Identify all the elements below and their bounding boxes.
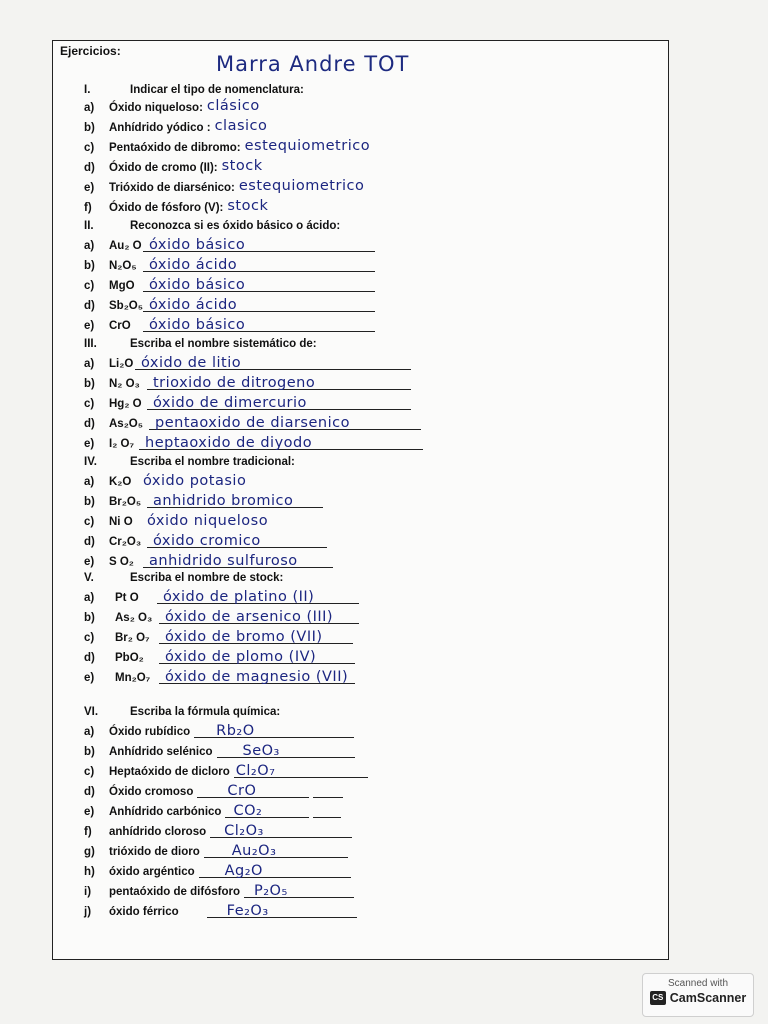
section-number: V. <box>84 572 94 584</box>
list-item <box>84 528 327 548</box>
item-letter: b) <box>84 746 95 758</box>
handwritten-answer: óxido ácido <box>149 257 238 273</box>
handwritten-answer: óxido cromico <box>153 533 261 549</box>
item-prompt: Hg₂ O <box>109 398 142 410</box>
list-item <box>84 312 375 332</box>
list-item <box>84 232 375 252</box>
answer-line <box>225 801 309 818</box>
item-prompt: Br₂O₅ <box>109 496 142 508</box>
list-item <box>84 758 368 778</box>
list-item <box>84 604 359 624</box>
section-header <box>84 330 317 350</box>
item-prompt: Trióxido de diarsénico: <box>109 182 235 194</box>
item-prompt: N₂O₅ <box>109 260 137 272</box>
handwritten-answer: óxido de dimercurio <box>153 395 307 411</box>
handwritten-answer: óxido de platino (II) <box>163 589 315 605</box>
handwritten-answer: óxido ácido <box>149 297 238 313</box>
section-title: Escriba el nombre tradicional: <box>130 456 295 468</box>
handwritten-answer: óxido de magnesio (VII) <box>165 669 349 685</box>
list-item <box>84 410 421 430</box>
answer-line <box>143 295 375 312</box>
item-letter: h) <box>84 866 95 878</box>
item-letter: d) <box>84 162 95 174</box>
item-letter: d) <box>84 300 95 312</box>
answer-line <box>207 901 357 918</box>
answer-line <box>143 275 375 292</box>
item-prompt: Óxido de fósforo (V): <box>109 202 224 214</box>
handwritten-answer: SeO₃ <box>242 743 280 759</box>
handwritten-answer: stock <box>227 198 269 214</box>
item-letter: j) <box>84 906 92 918</box>
list-item <box>84 584 359 604</box>
answer-line <box>204 841 348 858</box>
item-prompt: S O₂ <box>109 556 134 568</box>
answer-line <box>149 413 421 430</box>
item-letter: f) <box>84 826 92 838</box>
handwritten-answer: óxido niqueloso <box>147 513 269 529</box>
answer-line <box>210 821 352 838</box>
item-letter: b) <box>84 260 95 272</box>
handwritten-answer: clasico <box>214 118 268 134</box>
handwritten-answer: CrO <box>227 783 257 799</box>
section-title: Indicar el tipo de nomenclatura: <box>130 84 304 96</box>
item-prompt: As₂O₅ <box>109 418 144 430</box>
section-header <box>84 212 340 232</box>
item-prompt: pentaóxido de difósforo <box>109 886 240 898</box>
item-prompt: CrO <box>109 320 131 332</box>
item-prompt: Óxido rubídico <box>109 726 191 738</box>
item-prompt: As₂ O₃ <box>115 612 153 624</box>
handwritten-answer: óxido de bromo (VII) <box>165 629 323 645</box>
item-letter: e) <box>84 672 95 684</box>
list-item <box>84 272 375 292</box>
answer-line-extension <box>313 803 341 818</box>
item-letter: a) <box>84 240 95 252</box>
item-prompt: I₂ O₇ <box>109 438 135 450</box>
section-number: IV. <box>84 456 98 468</box>
handwritten-answer: óxido potasio <box>143 473 247 489</box>
list-item <box>84 738 355 758</box>
handwritten-answer: P₂O₅ <box>253 883 288 899</box>
section-header <box>84 698 280 718</box>
answer-line-extension <box>313 783 343 798</box>
answer-line <box>244 881 354 898</box>
item-letter: c) <box>84 280 95 292</box>
item-letter: a) <box>84 358 95 370</box>
section-number: I. <box>84 84 91 96</box>
item-letter: a) <box>84 726 95 738</box>
answer-line <box>135 353 411 370</box>
item-prompt: óxido férrico <box>109 906 179 918</box>
badge-brand: CamScanner <box>669 991 747 1005</box>
answer-line <box>147 373 411 390</box>
list-item <box>84 664 355 684</box>
camscanner-logo-icon: CS <box>650 991 666 1005</box>
item-prompt: PbO₂ <box>115 652 144 664</box>
section-header <box>84 448 295 468</box>
section-title: Escriba el nombre de stock: <box>130 572 284 584</box>
item-letter: d) <box>84 652 95 664</box>
item-prompt: Li₂O <box>109 358 134 370</box>
item-prompt: óxido argéntico <box>109 866 195 878</box>
item-letter: e) <box>84 438 95 450</box>
item-letter: g) <box>84 846 95 858</box>
item-letter: a) <box>84 592 95 604</box>
item-prompt: trióxido de dioro <box>109 846 200 858</box>
answer-line <box>143 255 375 272</box>
item-letter: e) <box>84 806 95 818</box>
handwritten-answer: óxido básico <box>149 237 246 253</box>
item-prompt: Pt O <box>115 592 139 604</box>
item-prompt: Ni O <box>109 516 133 528</box>
section-number: II. <box>84 220 94 232</box>
answer-line <box>137 471 337 488</box>
list-item <box>84 508 345 528</box>
section-header <box>84 564 283 584</box>
list-item <box>84 778 343 798</box>
item-letter: e) <box>84 320 95 332</box>
item-letter: b) <box>84 612 95 624</box>
answer-line <box>147 393 411 410</box>
list-item <box>84 818 352 838</box>
handwritten-answer: heptaoxido de diyodo <box>145 435 313 451</box>
handwritten-answer: pentaoxido de diarsenico <box>155 415 350 431</box>
item-prompt: anhídrido cloroso <box>109 826 207 838</box>
item-prompt: Anhídrido carbónico <box>109 806 222 818</box>
badge-caption: Scanned with <box>667 978 729 989</box>
item-prompt: Pentaóxido de dibromo: <box>109 142 241 154</box>
camscanner-badge <box>642 973 754 1017</box>
list-item <box>84 898 357 918</box>
list-item <box>84 390 411 410</box>
answer-line <box>217 741 355 758</box>
handwritten-answer: anhidrido sulfuroso <box>149 553 298 569</box>
answer-line <box>159 607 359 624</box>
section-number: VI. <box>84 706 99 718</box>
item-prompt: Óxido niqueloso: <box>109 102 203 114</box>
list-item <box>84 154 263 174</box>
list-item <box>84 292 375 312</box>
handwritten-answer: óxido básico <box>149 317 246 333</box>
answer-line <box>147 491 323 508</box>
answer-line <box>197 781 309 798</box>
list-item <box>84 878 354 898</box>
item-prompt: MgO <box>109 280 135 292</box>
list-item <box>84 644 355 664</box>
item-prompt: Mn₂O₇ <box>115 672 151 684</box>
section-title: Reconozca si es óxido básico o ácido: <box>130 220 341 232</box>
answer-line <box>147 531 327 548</box>
section-number: III. <box>84 338 97 350</box>
page-title: Ejercicios: <box>60 44 121 58</box>
list-item <box>84 624 353 644</box>
list-item <box>84 114 267 134</box>
list-item <box>84 134 370 154</box>
list-item <box>84 350 411 370</box>
answer-line <box>194 721 354 738</box>
handwritten-answer: óxido básico <box>149 277 246 293</box>
handwritten-answer: estequiometrico <box>238 178 365 194</box>
answer-line <box>157 587 359 604</box>
handwritten-answer: stock <box>221 158 263 174</box>
item-prompt: Sb₂O₅ <box>109 300 144 312</box>
item-letter: i) <box>84 886 92 898</box>
handwritten-answer: óxido de litio <box>141 355 242 371</box>
item-letter: f) <box>84 202 92 214</box>
handwritten-answer: anhidrido bromico <box>153 493 294 509</box>
item-letter: d) <box>84 418 95 430</box>
item-prompt: Óxido cromoso <box>109 786 194 798</box>
handwritten-answer: Rb₂O <box>216 723 255 739</box>
item-letter: e) <box>84 556 95 568</box>
handwritten-answer: Cl₂O₇ <box>235 763 276 779</box>
section-title: Escriba el nombre sistemático de: <box>130 338 317 350</box>
handwritten-answer: CO₂ <box>233 803 263 819</box>
student-name: Marra Andre TOT <box>216 52 410 76</box>
answer-line <box>143 235 375 252</box>
list-item <box>84 468 337 488</box>
section-header <box>84 76 304 96</box>
item-letter: c) <box>84 766 95 778</box>
list-item <box>84 370 411 390</box>
handwritten-answer: óxido de plomo (IV) <box>165 649 317 665</box>
list-item <box>84 174 364 194</box>
handwritten-answer: Ag₂O <box>224 863 263 879</box>
list-item <box>84 194 268 214</box>
item-prompt: Heptaóxido de dicloro <box>109 766 230 778</box>
item-letter: b) <box>84 496 95 508</box>
answer-line <box>199 861 351 878</box>
item-prompt: Anhídrido selénico <box>109 746 213 758</box>
item-prompt: K₂O <box>109 476 132 488</box>
handwritten-answer: Fe₂O₃ <box>226 903 269 919</box>
section-title: Escriba la fórmula química: <box>130 706 281 718</box>
item-letter: a) <box>84 102 95 114</box>
answer-line <box>159 627 353 644</box>
item-letter: d) <box>84 786 95 798</box>
list-item <box>84 94 260 114</box>
item-letter: c) <box>84 398 95 410</box>
list-item <box>84 252 375 272</box>
list-item <box>84 838 348 858</box>
handwritten-answer: Cl₂O₃ <box>224 823 264 839</box>
list-item <box>84 430 423 450</box>
handwritten-answer: Au₂O₃ <box>231 843 277 859</box>
answer-line <box>234 761 368 778</box>
item-letter: d) <box>84 536 95 548</box>
item-prompt: Au₂ O <box>109 240 142 252</box>
handwritten-answer: óxido de arsenico (III) <box>165 609 334 625</box>
item-prompt: Br₂ O₇ <box>115 632 150 644</box>
item-prompt: Anhídrido yódico : <box>109 122 211 134</box>
handwritten-answer: clásico <box>206 98 260 114</box>
handwritten-answer: estequiometrico <box>244 138 371 154</box>
item-letter: e) <box>84 182 95 194</box>
answer-line <box>159 647 355 664</box>
item-prompt: N₂ O₃ <box>109 378 140 390</box>
item-prompt: Cr₂O₃ <box>109 536 142 548</box>
answer-line <box>141 511 345 528</box>
handwritten-answer: trioxido de ditrogeno <box>153 375 316 391</box>
item-letter: c) <box>84 632 95 644</box>
list-item <box>84 488 323 508</box>
item-letter: b) <box>84 122 95 134</box>
item-prompt: Óxido de cromo (II): <box>109 162 218 174</box>
list-item <box>84 858 351 878</box>
list-item <box>84 798 341 818</box>
item-letter: c) <box>84 516 95 528</box>
item-letter: a) <box>84 476 95 488</box>
item-letter: c) <box>84 142 95 154</box>
item-letter: b) <box>84 378 95 390</box>
list-item <box>84 718 354 738</box>
answer-line <box>159 667 355 684</box>
